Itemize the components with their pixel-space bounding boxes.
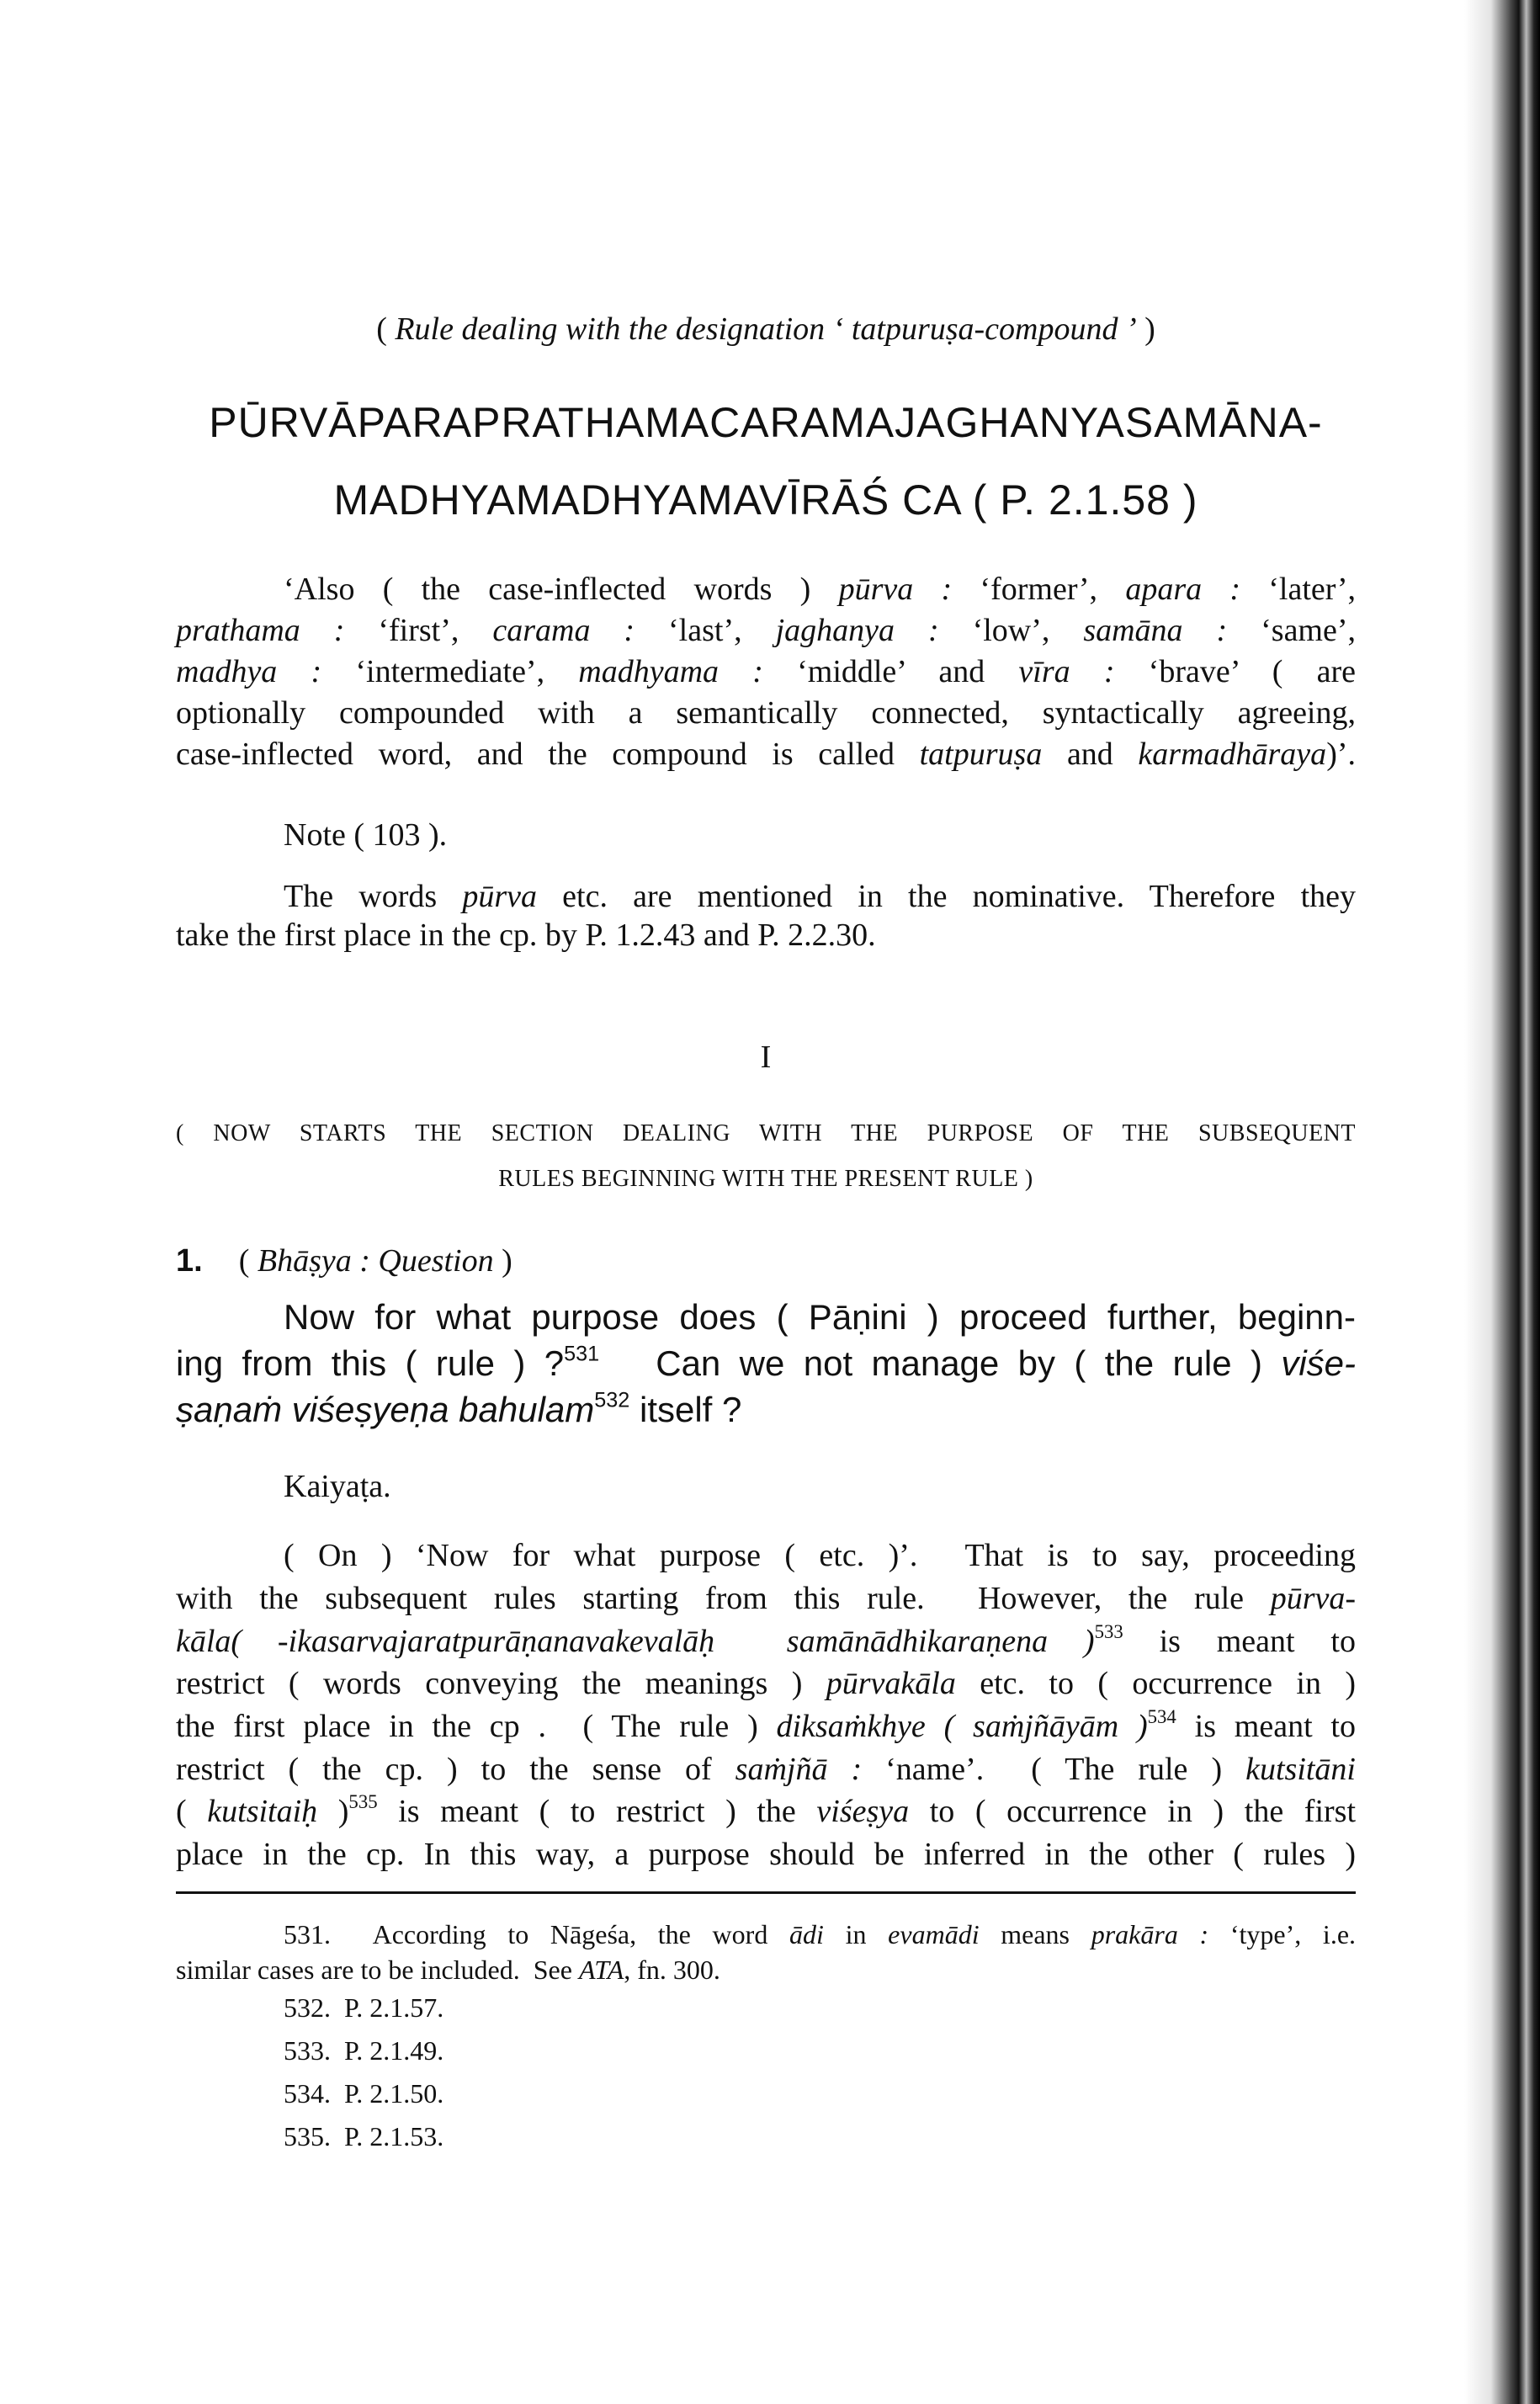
italic-text: viśeṣya (816, 1794, 910, 1829)
italic-text: samāna : (1083, 613, 1228, 648)
italic-text: apara : (1125, 572, 1241, 607)
italic-text: ādi (789, 1919, 824, 1949)
text: ( (376, 311, 396, 347)
text: ‘brave’ ( are (1114, 654, 1357, 689)
footnote-reference: 531 (564, 1342, 600, 1366)
bhashya-line (176, 1295, 1356, 1340)
text: ‘later’, (1240, 572, 1356, 607)
text: the first place in the cp . ( The rule ) (176, 1709, 777, 1744)
footnote-line (176, 1989, 1356, 2026)
text: etc. are mentioned in the nominative. Therefore they (537, 879, 1356, 914)
italic-text: jaghanya : (775, 613, 939, 648)
text: Kaiyaṭa. (284, 1469, 391, 1504)
footnote-divider (176, 1891, 1356, 1894)
footnote-reference: 534 (1147, 1706, 1176, 1728)
text: to ( occurrence in ) the first (909, 1794, 1357, 1829)
kaiyata-line (176, 1577, 1356, 1620)
italic-text: kutsitāni (1245, 1752, 1356, 1787)
translation-line (176, 651, 1356, 693)
kaiyata-line (176, 1790, 1356, 1832)
italic-text: ATA (578, 1955, 624, 1985)
footnote-reference: 535 (348, 1791, 378, 1813)
text: 532. P. 2.1.57. (284, 1992, 444, 2023)
text: 531. According to Nāgeśa, the word (284, 1919, 790, 1949)
italic-text: pūrva : (838, 572, 953, 607)
text: ) (1136, 311, 1155, 347)
text: ( (238, 1243, 258, 1279)
text: is meant to (1176, 1709, 1356, 1744)
text: ‘name’. ( The rule ) (862, 1752, 1246, 1787)
italic-text: Rule dealing with the designation ‘ tatpuruṣa-compound ’ (395, 311, 1137, 347)
text: 535. P. 2.1.53. (284, 2121, 444, 2151)
italic-text: carama : (492, 613, 635, 648)
translation-line (176, 609, 1356, 652)
italic-text: saṁjñā : (735, 1752, 863, 1787)
text: restrict ( words conveying the meanings ) (176, 1666, 826, 1701)
italic-text: prathama : (176, 613, 345, 648)
kaiyata-line (176, 1833, 1356, 1875)
italic-text: viśe- (1281, 1343, 1356, 1383)
text: ‘low’, (938, 613, 1084, 648)
italic-text: Bhāṣya : Question (257, 1243, 494, 1279)
italic-text: madhya : (176, 654, 322, 689)
text: ( (176, 1794, 208, 1829)
footnote-line (176, 2075, 1356, 2112)
text: in (823, 1919, 889, 1949)
text: ‘middle’ and (762, 654, 1019, 689)
sutra-title-line-1: PŪRVĀPARAPRATHAMACARAMAJAGHANYASAMĀNA- (209, 399, 1323, 446)
kaiyata-heading (176, 1465, 1356, 1508)
text: place in the cp. In this way, a purpose should be inferred in the other ( rules ) (176, 1837, 1356, 1872)
text: itself ? (629, 1390, 742, 1429)
italic-text: diksaṁkhye ( saṁjñāyām ) (776, 1709, 1148, 1744)
text: ( On ) ‘Now for what purpose ( etc. )’. That is to say, proceeding (284, 1538, 1356, 1573)
note-line (176, 875, 1356, 917)
italic-text: kutsitaiḥ (207, 1794, 318, 1829)
footnote-line (176, 1916, 1356, 1953)
rule-subtitle (176, 308, 1356, 350)
footnote-reference: 533 (1094, 1621, 1123, 1643)
text: ‘former’, (952, 572, 1126, 607)
translation-line (176, 568, 1356, 610)
bhashya-line (176, 1387, 1356, 1433)
italic-text: madhyama : (578, 654, 763, 689)
section-numeral: I (760, 1040, 772, 1075)
text: ‘type’, i.e. (1208, 1919, 1357, 1949)
item-number: 1. (176, 1243, 203, 1279)
translation-line (176, 692, 1356, 734)
text: The words (284, 879, 463, 914)
kaiyata-line (176, 1748, 1356, 1790)
italic-text: prakāra : (1091, 1919, 1209, 1949)
text: restrict ( the cp. ) to the sense of (176, 1752, 735, 1787)
text: etc. to ( occurrence in ) (955, 1666, 1356, 1701)
text: ‘Also ( the case-inflected words ) (284, 572, 839, 607)
italic-text: pūrvakāla (826, 1666, 956, 1701)
note-line (176, 914, 1356, 956)
italic-text: karmadhāraya (1138, 737, 1327, 772)
text: similar cases are to be included. See (176, 1955, 579, 1985)
text: and (1042, 737, 1139, 772)
italic-text: kāla( -ikasarvajaratpurāṇanavakevalāḥ samānādhikaraṇena ) (176, 1624, 1095, 1659)
text: )’. (1326, 737, 1356, 772)
text: ‘first’, (344, 613, 493, 648)
text: with the subsequent rules starting from this rule. However, the rule (176, 1581, 1271, 1616)
italic-text: vīra : (1018, 654, 1115, 689)
footnote-line (176, 2032, 1356, 2069)
kaiyata-line (176, 1662, 1356, 1705)
italic-text: evamādi (888, 1919, 980, 1949)
kaiyata-line (176, 1620, 1356, 1662)
italic-text: ṣaṇaṁ viśeṣyeṇa bahulam (176, 1390, 595, 1429)
italic-text: pūrva (462, 879, 537, 914)
text: ‘same’, (1227, 613, 1357, 648)
note-heading (176, 814, 1356, 856)
text: Now for what purpose does ( Pāṇini ) proceed further, beginn- (284, 1297, 1356, 1337)
text: is meant to (1123, 1624, 1356, 1659)
italic-text: tatpuruṣa (919, 737, 1043, 772)
sutra-title-line-2: MADHYAMADHYAMAVĪRĀŚ CA ( P. 2.1.58 ) (333, 476, 1198, 524)
kaiyata-line (176, 1534, 1356, 1577)
text: case-inflected word, and the compound is called (176, 737, 920, 772)
text: ‘last’, (635, 613, 776, 648)
text: is meant ( to restrict ) the (377, 1794, 817, 1829)
kaiyata-line (176, 1705, 1356, 1747)
book-binding-shadow (1464, 0, 1540, 2404)
item-heading-text (239, 1243, 512, 1279)
footnote-line (176, 2118, 1356, 2155)
text: Can we not manage by ( the rule ) (599, 1343, 1282, 1383)
item-heading (176, 1240, 1356, 1282)
section-caption-line-1: ( NOW STARTS THE SECTION DEALING WITH THE PURPOSE OF THE SUBSEQUENT (176, 1120, 1356, 1146)
footnote-reference: 532 (594, 1388, 630, 1412)
text: , fn. 300. (624, 1955, 720, 1985)
italic-text: pūrva- (1270, 1581, 1356, 1616)
text: 534. P. 2.1.50. (284, 2078, 444, 2109)
text: ) (317, 1794, 349, 1829)
text: ‘intermediate’, (321, 654, 579, 689)
text: ing from this ( rule ) ? (176, 1343, 565, 1383)
text: 533. P. 2.1.49. (284, 2035, 444, 2066)
text: take the first place in the cp. by P. 1.2.43 and P. 2.2.30. (176, 917, 876, 953)
section-caption-line-2: RULES BEGINNING WITH THE PRESENT RULE ) (498, 1166, 1033, 1192)
footnote-line (176, 1951, 1356, 1988)
text: optionally compounded with a semantically connected, syntactically agreeing, (176, 695, 1356, 731)
bhashya-line (176, 1341, 1356, 1386)
translation-line (176, 733, 1356, 775)
text: means (979, 1919, 1091, 1949)
text: ) (493, 1243, 512, 1279)
text: Note ( 103 ). (284, 817, 448, 853)
